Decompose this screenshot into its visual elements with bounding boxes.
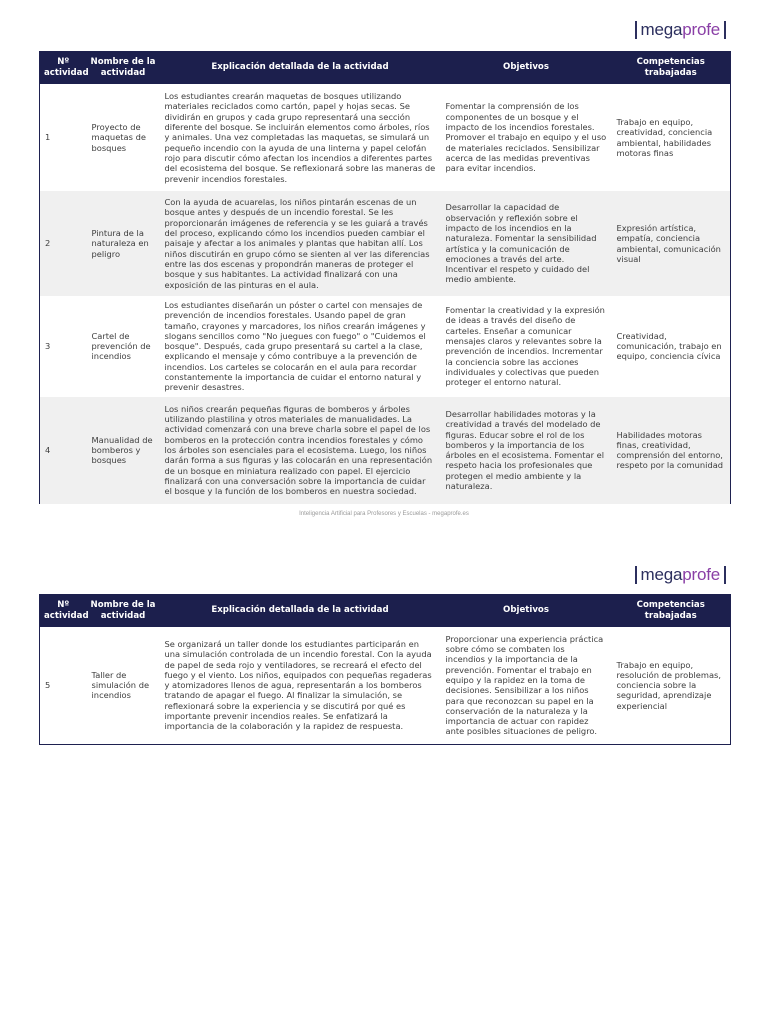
megaprofe-logo [631,565,730,585]
logo-text-profe: profe [682,20,720,39]
activity-explanation: Los niños crearán pequeñas figuras de bomberos y árboles utilizando plastilina y otros materiales de manualidades. La actividad comenzará con una breve charla sobre el papel de los bomberos en la protección contra incendios forestales y cómo los árboles son esenciales para el ecosistema. Luego, los niños darán forma a sus figuras y las colocarán en una representación de un bosque en miniatura realizado con papel. El ejercicio finalizará con una conversación sobre la importancia de cuidar el bosque y la función de los bomberos en nuestra sociedad. [160,397,441,504]
logo-text-mega: mega [640,20,683,39]
activity-num: 3 [45,341,51,352]
activities-table-page-2 [39,594,731,745]
table-row [40,296,731,397]
header-explanation: Explicación detallada de la actividad [160,51,441,84]
activity-competencies: Habilidades motoras finas, creatividad, comprensión del entorno, respeto por la comunidad [612,397,731,504]
table-header-row [40,594,731,627]
activity-competencies: Creatividad, comunicación, trabajo en equipo, conciencia cívica [616,330,722,362]
activity-explanation: Con la ayuda de acuarelas, los niños pintarán escenas de un bosque antes y después de un incendio forestal. Se les proporcionarán imágenes de referencia y se les guiará a través del proceso, explicando cómo los incendios pueden cambiar el paisaje y afectar a los animales y plantas que habitan allí. Los niños discutirán en grupo cómo se sienten al ver las diferencias entre las dos escenas y propondrán maneras de proteger el bosque y sus habitantes. La actividad finalizará con una exposición de las pinturas en el aula. [160,191,441,296]
activity-competencies: Expresión artística, empatía, conciencia ambiental, comunicación visual [612,191,731,296]
logo-bar-left [635,21,637,39]
header-competencies: Competencias trabajadas [612,594,731,627]
activity-name: Taller de simulación de incendios [91,669,150,701]
activity-explanation: Los estudiantes crearán maquetas de bosques utilizando materiales reciclados como cartón, papel y hojas secas. Se dividirán en grupos y cada grupo representará una sección diferente del bosque. Se incluirán elementos como árboles, ríos y animales. Una vez completadas las maquetas, se simulará un pequeño incendio con la ayuda de una linterna y papel celofán rojo para discutir cómo afectan los incendios a diferentes partes del ecosistema del bosque. Se reflexionará sobre las maneras de prevenir incendios forestales. [164,91,436,184]
header-objectives: Objetivos [441,51,612,84]
header-competencies: Competencias trabajadas [612,51,731,84]
activity-objectives: Fomentar la comprensión de los componentes de un bosque y el impacto de los incendios forestales. Promover el trabajo en equipo y el uso de materiales reciclados. Sensibilizar acerca de las medidas preventivas para evitar incendios. [445,101,607,174]
activity-objectives: Desarrollar habilidades motoras y la creatividad a través del modelado de figuras. Educar sobre el rol de los bomberos y la importancia de los árboles en el ecosistema. Fomentar el respeto hacia los profesionales que protegen el medio ambiente y la naturaleza. [441,397,612,504]
header-name: Nombre de la actividad [87,594,160,627]
logo-bar-left [635,566,637,584]
table-row [40,627,731,744]
activity-num: 2 [40,191,87,296]
logo-bar-right [724,566,726,584]
activity-objectives: Fomentar la creatividad y la expresión de ideas a través del diseño de carteles. Enseñar a comunicar mensajes claros y relevantes sobre la prevención de incendios. Incrementar la conciencia sobre las acciones individuales y colectivas que pueden proteger el entorno natural. [445,305,605,388]
megaprofe-logo [631,20,730,40]
activity-num: 1 [45,132,51,143]
activity-competencies: Trabajo en equipo, creatividad, conciencia ambiental, habilidades motoras finas [616,116,713,158]
activity-explanation: Se organizará un taller donde los estudiantes participarán en una simulación controlada de un incendio forestal. Con la ayuda de papel de seda rojo y ventiladores, se recreará el efecto del fuego y el viento. Los niños, equipados con pequeñas regaderas y atomizadores llenos de agua, representarán a los bomberos tratando de apagar el fuego. Al finalizar la simulación, se reflexionará sobre la experiencia y se discutirá por qué es importante prevenir incendios reales. Se enfatizará la importancia de la colaboración y la rapidez de respuesta. [164,638,432,732]
activity-num: 5 [45,680,51,691]
activity-explanation: Los estudiantes diseñarán un póster o cartel con mensajes de prevención de incendios forestales. Usando papel de gran tamaño, crayones y marcadores, los niños crearán imágenes y slogans sencillos como "No juegues con fuego" o "Cuidemos el bosque". Después, cada grupo presentará su cartel a la clase, explicando el mensaje y cómo contribuye a la prevención de incendios. Los carteles se colocarán en el aula para recordar constantemente la importancia de cuidar el entorno natural y prevenir desastres. [164,300,426,393]
header-explanation: Explicación detallada de la actividad [160,594,441,627]
logo-bar-right [724,21,726,39]
activity-competencies: Trabajo en equipo, resolución de problemas, conciencia sobre la seguridad, aprendizaje experiencial [616,659,722,711]
activity-objectives: Desarrollar la capacidad de observación y reflexión sobre el impacto de los incendios en la naturaleza. Fomentar la sensibilidad artística y la comunicación de emociones a través del arte. Incentivar el respeto y cuidado del medio ambiente. [441,191,612,296]
activities-table-page-1 [39,51,731,504]
table-row [40,84,731,191]
activity-name: Cartel de prevención de incendios [91,330,151,362]
logo-text-profe: profe [682,565,720,584]
logo-text-mega: mega [640,565,683,584]
activity-name: Manualidad de bomberos y bosques [87,397,160,504]
header-num: Nº actividad [40,51,87,84]
table-row [40,397,731,504]
header-num: Nº actividad [40,594,87,627]
activity-name: Pintura de la naturaleza en peligro [87,191,160,296]
header-name: Nombre de la actividad [87,51,160,84]
table-header-row [40,51,731,84]
table-row [40,191,731,296]
header-objectives: Objetivos [441,594,612,627]
activity-num: 4 [40,397,87,504]
activity-objectives: Proporcionar una experiencia práctica sobre cómo se combaten los incendios y la importancia de la prevención. Fomentar el trabajo en equipo y la rapidez en la toma de decisiones. Sensibilizar a los niños para que reconozcan su papel en la conservación de la naturaleza y la importancia de actuar con rapidez ante posibles situaciones de peligro. [445,633,604,737]
activity-name: Proyecto de maquetas de bosques [91,122,146,153]
page-footer: Inteligencia Artificial para Profesores y Escuelas - megaprofe.es [299,511,469,517]
